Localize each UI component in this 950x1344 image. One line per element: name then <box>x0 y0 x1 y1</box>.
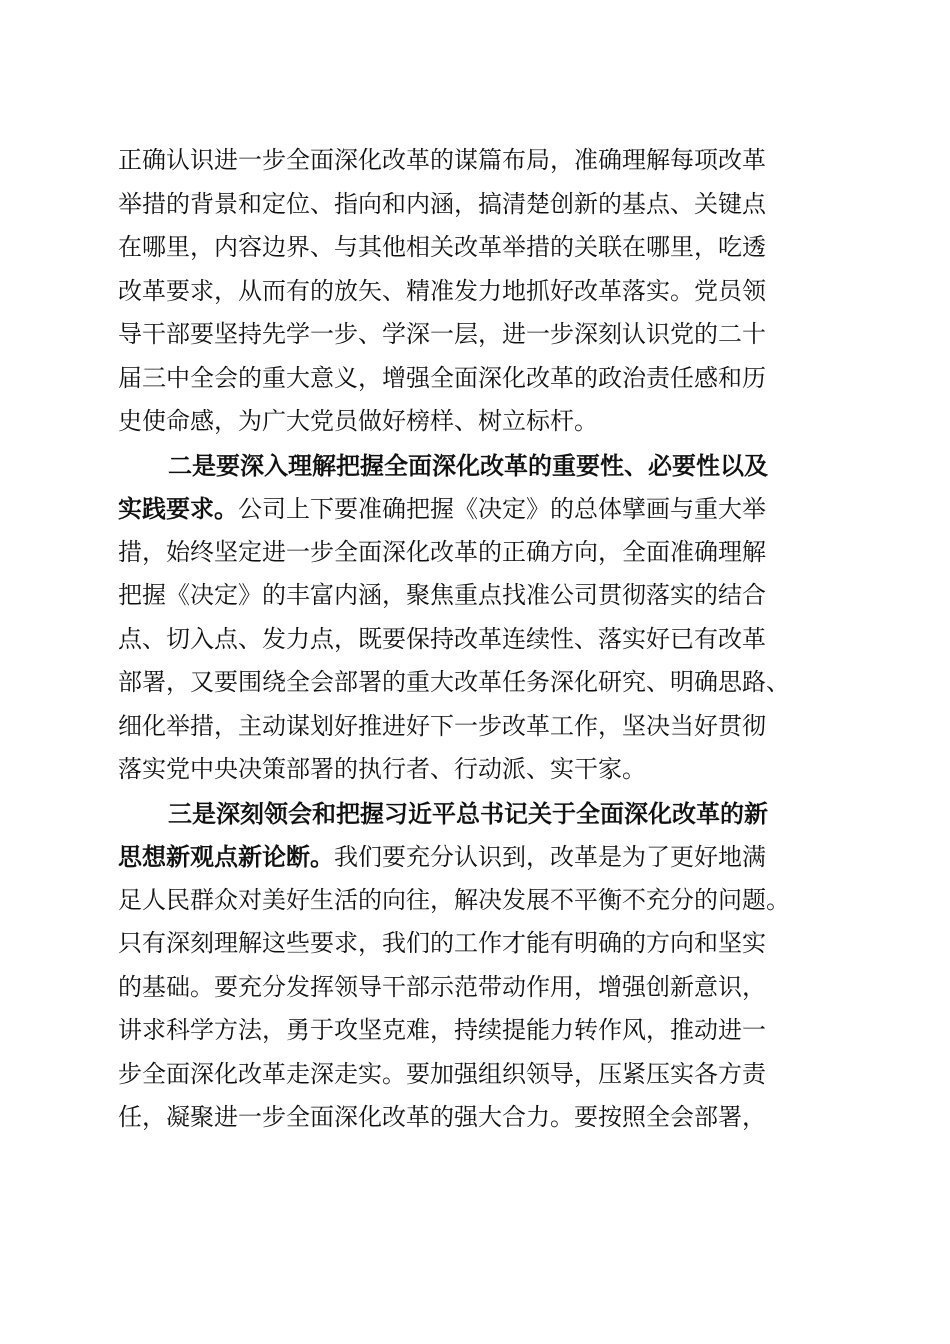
paragraph-line: 只有深刻理解这些要求，我们的工作才能有明确的方向和坚实 <box>118 929 766 957</box>
paragraph-line: 举措的背景和定位、指向和内涵，搞清楚创新的基点、关键点 <box>118 189 766 218</box>
paragraph-line: 足人民群众对美好生活的向往，解决发展不平衡不充分的问题。 <box>118 885 790 914</box>
document-body <box>118 139 838 1140</box>
paragraph-line: 细化举措，主动谋划好推进好下一步改革工作，坚决当好贯彻 <box>118 711 766 740</box>
paragraph-heading-end: 思想新观点新论断。 <box>118 842 334 871</box>
paragraph-line: 措，始终坚定进一步全面深化改革的正确方向，全面准确理解 <box>118 537 766 566</box>
paragraph-line: 步全面深化改革走深走实。要加强组织领导，压紧压实各方责 <box>118 1059 766 1088</box>
paragraph-line: 把握《决定》的丰富内涵，聚焦重点找准公司贯彻落实的结合 <box>118 581 766 609</box>
paragraph-line: 导干部要坚持先学一步、学深一层，进一步深刻认识党的二十 <box>118 320 766 348</box>
paragraph-heading-end: 实践要求。 <box>118 494 238 523</box>
paragraph-line-text: 我们要充分认识到，改革是为了更好地满 <box>334 843 766 871</box>
paragraph-line: 改革要求，从而有的放矢、精准发力地抓好改革落实。党员领 <box>118 276 766 305</box>
paragraph-line: 部署，又要围绕全会部署的重大改革任务深化研究、明确思路、 <box>118 668 790 696</box>
paragraph-line: 在哪里，内容边界、与其他相关改革举措的关联在哪里，吃透 <box>118 233 766 261</box>
paragraph-3 <box>118 792 838 1140</box>
paragraph-line <box>118 835 838 879</box>
paragraph-line: 落实党中央决策部署的执行者、行动派、实干家。 <box>118 755 646 783</box>
paragraph-2 <box>118 444 838 792</box>
paragraph-heading: 三是深刻领会和把握习近平总书记关于全面深化改革的新 <box>168 798 768 828</box>
paragraph-line: 点、切入点、发力点，既要保持改革连续性、落实好已有改革 <box>118 624 766 653</box>
paragraph-line <box>118 487 838 531</box>
paragraph-line: 届三中全会的重大意义，增强全面深化改革的政治责任感和历 <box>118 363 766 392</box>
paragraph-line-text: 公司上下要准确把握《决定》的总体擘画与重大举 <box>238 495 766 523</box>
paragraph-line: 任，凝聚进一步全面深化改革的强大合力。要按照全会部署， <box>118 1103 766 1131</box>
paragraph-line: 的基础。要充分发挥领导干部示范带动作用，增强创新意识， <box>118 972 766 1001</box>
paragraph-heading: 二是要深入理解把握全面深化改革的重要性、必要性以及 <box>168 450 768 480</box>
paragraph-line: 讲求科学方法，勇于攻坚克难，持续提能力转作风，推动进一 <box>118 1016 766 1044</box>
paragraph-1 <box>118 139 838 444</box>
paragraph-line: 史使命感，为广大党员做好榜样、树立标杆。 <box>118 407 598 435</box>
paragraph-line: 正确认识进一步全面深化改革的谋篇布局，准确理解每项改革 <box>118 146 766 174</box>
